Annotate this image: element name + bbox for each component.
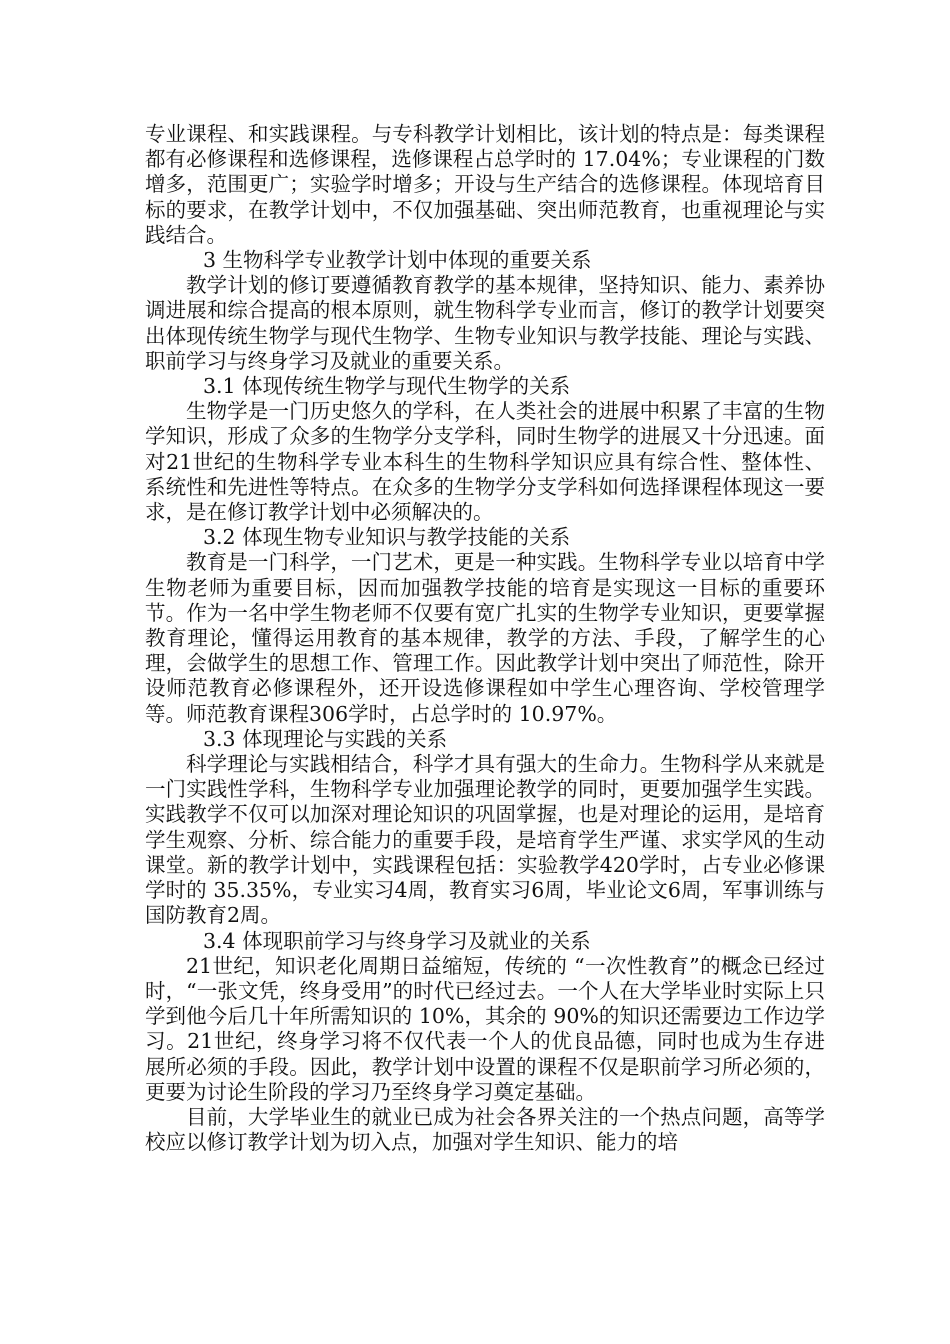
paragraph: 21世纪，知识老化周期日益缩短，传统的 “一次性教育”的概念已经过时，“一张文凭，终身受用”的时代已经过去。一个人在大学毕业时实际上只学到他今后几十年所需知识的 10%，其余的 90%的知识还需要边工作边学习。21世纪，终身学习将不仅代表一个人的优良品德，同时也成为生存进展所必须的手段。因此，教学计划中设置的课程不仅是职前学习所必须的，更要为讨论生阶段的学习乃至终身学习奠定基础。 [145,953,825,1104]
paragraph: 教育是一门科学，一门艺术，更是一种实践。生物科学专业以培育中学生物老师为重要目标，因而加强教学技能的培育是实现这一目标的重要环节。作为一名中学生物老师不仅要有宽广扎实的生物学专业知识，更要掌握教育理论，懂得运用教育的基本规律，教学的方法、手段，了解学生的心理，会做学生的思想工作、管理工作。因此教学计划中突出了师范性，除开设师范教育必修课程外，还开设选修课程如中学生心理咨询、学校管理学等。师范教育课程306学时，占总学时的 10.97%。 [145,550,825,726]
subsection-heading: 3.3 体现理论与实践的关系 [203,726,448,751]
paragraph: 目前，大学毕业生的就业已成为社会各界关注的一个热点问题，高等学校应以修订教学计划为切入点，加强对学生知识、能力的培 [145,1104,825,1155]
paragraph: 专业课程、和实践课程。与专科教学计划相比，该计划的特点是：每类课程都有必修课程和选修课程，选修课程占总学时的 17.04%；专业课程的门数增多，范围更广；实验学时增多；开设与生产结合的选修课程。体现培育目标的要求，在教学计划中，不仅加强基础、突出师范教育，也重视理论与实践结合。 [145,122,825,247]
paragraph: 生物学是一门历史悠久的学科，在人类社会的进展中积累了丰富的生物学知识，形成了众多的生物学分支学科，同时生物学的进展又十分迅速。面对21世纪的生物科学专业本科生的生物科学知识应具有综合性、整体性、系统性和先进性等特点。在众多的生物学分支学科如何选择课程体现这一要求，是在修订教学计划中必须解决的。 [145,399,825,525]
section-heading: 3 生物科学专业教学计划中体现的重要关系 [203,248,592,273]
paragraph: 教学计划的修订要遵循教育教学的基本规律，坚持知识、能力、素养协调进展和综合提高的根本原则，就生物科学专业而言，修订的教学计划要突出体现传统生物学与现代生物学、生物专业知识与教学技能、理论与实践、职前学习与终身学习及就业的重要关系。 [145,273,825,373]
subsection-heading: 3.1 体现传统生物学与现代生物学的关系 [203,374,571,399]
subsection-heading: 3.4 体现职前学习与终身学习及就业的关系 [203,928,591,953]
subsection-heading: 3.2 体现生物专业知识与教学技能的关系 [203,525,571,550]
paragraph: 科学理论与实践相结合，科学才具有强大的生命力。生物科学从来就是一门实践性学科，生物科学专业加强理论教学的同时，更要加强学生实践。实践教学不仅可以加深对理论知识的巩固掌握，也是对理论的运用，是培育学生观察、分析、综合能力的重要手段，是培育学生严谨、求实学风的生动课堂。新的教学计划中，实践课程包括：实验教学420学时，占专业必修课学时的 35.35%，专业实习4周，教育实习6周，毕业论文6周，军事训练与国防教育2周。 [145,752,825,928]
body-text [145,122,825,1155]
